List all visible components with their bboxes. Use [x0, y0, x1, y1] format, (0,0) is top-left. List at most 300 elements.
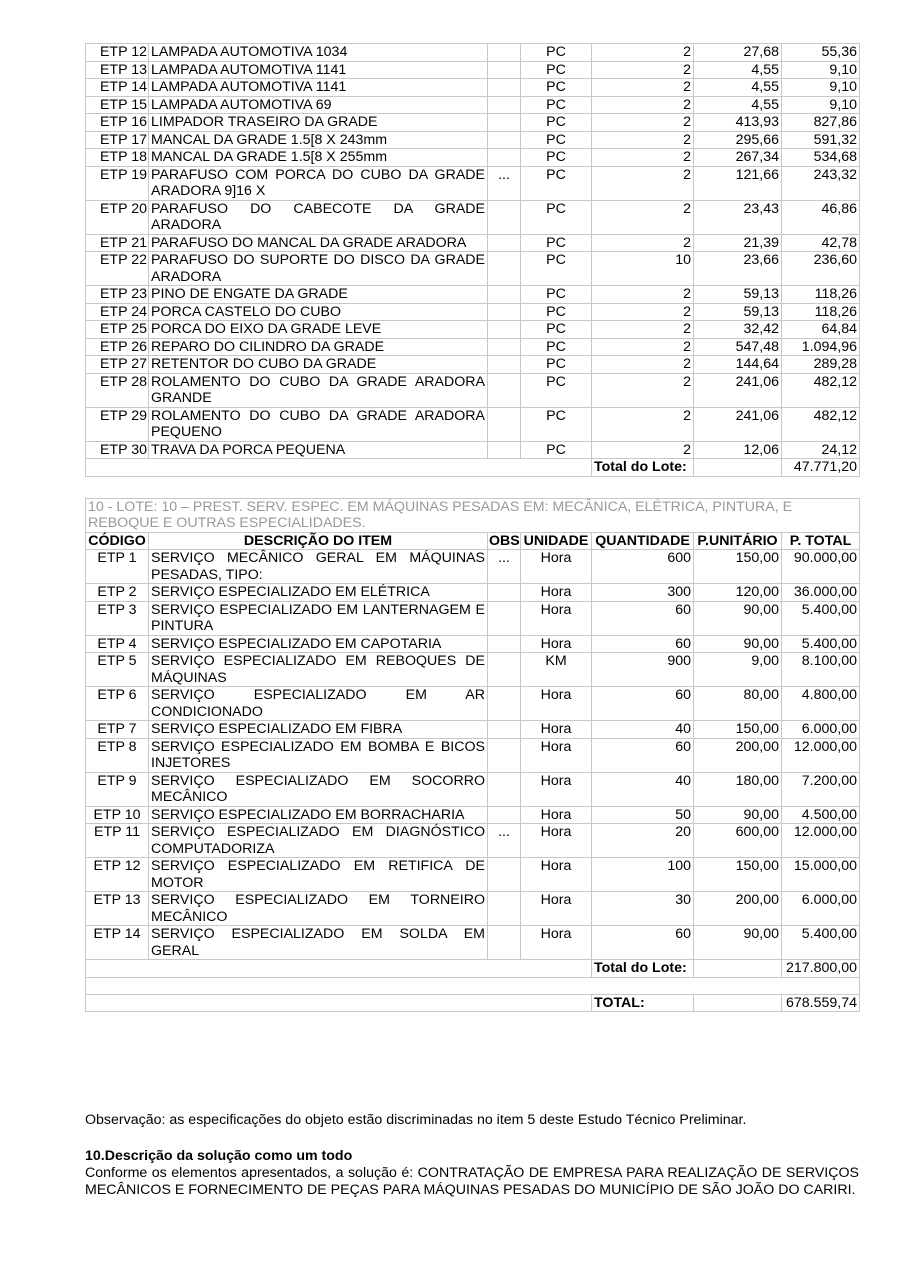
table-row: [86, 772, 860, 806]
item-total: 90.000,00: [782, 550, 860, 584]
item-obs: [488, 601, 521, 635]
table-row: [86, 892, 860, 926]
item-total: 6.000,00: [782, 892, 860, 926]
table-row: [86, 200, 860, 234]
lot10-total-label: Total do Lote:: [592, 960, 694, 978]
table-row: [86, 926, 860, 960]
item-obs: ...: [488, 550, 521, 584]
item-quantity: 60: [592, 687, 694, 721]
item-total: 827,86: [782, 114, 860, 132]
table-row: [86, 824, 860, 858]
table-row: [86, 550, 860, 584]
item-quantity: 300: [592, 584, 694, 602]
item-code: ETP 10: [86, 806, 149, 824]
item-code: ETP 11: [86, 824, 149, 858]
item-unit: Hora: [521, 926, 592, 960]
item-description: SERVIÇO ESPECIALIZADO EM CAPOTARIA: [149, 635, 488, 653]
table-row: [86, 687, 860, 721]
item-total: 4.500,00: [782, 806, 860, 824]
item-unit-price: 90,00: [694, 926, 782, 960]
item-obs: [488, 738, 521, 772]
item-unit: Hora: [521, 738, 592, 772]
item-total: 55,36: [782, 44, 860, 62]
item-obs: [488, 44, 521, 62]
item-obs: [488, 407, 521, 441]
item-total: 15.000,00: [782, 858, 860, 892]
item-obs: [488, 252, 521, 286]
item-code: ETP 24: [86, 303, 149, 321]
item-total: 9,10: [782, 96, 860, 114]
item-unit-price: 200,00: [694, 892, 782, 926]
item-description: MANCAL DA GRADE 1.5[8 X 243mm: [149, 131, 488, 149]
item-obs: [488, 653, 521, 687]
item-description: PARAFUSO DO CABECOTE DA GRADE ARADORA: [149, 200, 488, 234]
item-description: PARAFUSO DO SUPORTE DO DISCO DA GRADE ARADORA: [149, 252, 488, 286]
table-row: [86, 166, 860, 200]
item-total: 534,68: [782, 149, 860, 167]
item-code: ETP 14: [86, 926, 149, 960]
table-row: [86, 721, 860, 739]
lot10-footer: [86, 960, 860, 1012]
observation-note: Observação: as especificações do objeto estão discriminadas no item 5 deste Estudo Técnico Preliminar.: [85, 1112, 747, 1128]
item-unit: PC: [521, 286, 592, 304]
lot10-total-empty: [694, 960, 782, 978]
item-code: ETP 25: [86, 321, 149, 339]
document-page: [85, 43, 859, 1012]
item-obs: [488, 772, 521, 806]
item-unit-price: 150,00: [694, 721, 782, 739]
lot9-footer: [86, 459, 860, 550]
item-quantity: 2: [592, 114, 694, 132]
item-unit: PC: [521, 96, 592, 114]
item-total: 8.100,00: [782, 653, 860, 687]
item-description: MANCAL DA GRADE 1.5[8 X 255mm: [149, 149, 488, 167]
item-code: ETP 27: [86, 356, 149, 374]
item-unit-price: 59,13: [694, 303, 782, 321]
item-unit: Hora: [521, 635, 592, 653]
item-description: SERVIÇO MECÂNICO GERAL EM MÁQUINAS PESADAS, TIPO:: [149, 550, 488, 584]
item-code: ETP 26: [86, 338, 149, 356]
item-obs: [488, 61, 521, 79]
item-obs: [488, 356, 521, 374]
item-unit: Hora: [521, 892, 592, 926]
item-total: 5.400,00: [782, 926, 860, 960]
table-row: [86, 286, 860, 304]
item-unit: PC: [521, 407, 592, 441]
item-unit: PC: [521, 200, 592, 234]
table-row: [86, 373, 860, 407]
item-quantity: 2: [592, 373, 694, 407]
item-obs: [488, 584, 521, 602]
table-row: [86, 635, 860, 653]
table-row: [86, 407, 860, 441]
item-unit: Hora: [521, 772, 592, 806]
item-code: ETP 17: [86, 131, 149, 149]
item-code: ETP 4: [86, 635, 149, 653]
header-qty: QUANTIDADE: [592, 532, 694, 550]
header-unit: UNIDADE: [521, 532, 592, 550]
item-unit-price: 59,13: [694, 286, 782, 304]
item-quantity: 600: [592, 550, 694, 584]
item-unit: Hora: [521, 584, 592, 602]
item-obs: [488, 200, 521, 234]
item-description: SERVIÇO ESPECIALIZADO EM REBOQUES DE MÁQUINAS: [149, 653, 488, 687]
grand-total-label: TOTAL:: [592, 994, 694, 1012]
item-total: 5.400,00: [782, 601, 860, 635]
item-unit-price: 150,00: [694, 550, 782, 584]
item-unit-price: 12,06: [694, 441, 782, 459]
item-description: LAMPADA AUTOMOTIVA 1141: [149, 79, 488, 97]
item-description: SERVIÇO ESPECIALIZADO EM SOCORRO MECÂNICO: [149, 772, 488, 806]
item-unit-price: 32,42: [694, 321, 782, 339]
item-total: 46,86: [782, 200, 860, 234]
item-unit-price: 121,66: [694, 166, 782, 200]
item-obs: [488, 96, 521, 114]
lot9-rows: [86, 44, 860, 459]
item-obs: [488, 234, 521, 252]
item-unit: Hora: [521, 550, 592, 584]
item-unit: Hora: [521, 806, 592, 824]
item-total: 118,26: [782, 286, 860, 304]
item-code: ETP 29: [86, 407, 149, 441]
lot10-total-value: 217.800,00: [782, 960, 860, 978]
item-code: ETP 19: [86, 166, 149, 200]
item-quantity: 60: [592, 635, 694, 653]
item-code: ETP 2: [86, 584, 149, 602]
blank-row: [86, 977, 860, 994]
lot9-total-spacer: [86, 459, 592, 477]
item-unit: PC: [521, 131, 592, 149]
table-row: [86, 234, 860, 252]
item-unit-price: 295,66: [694, 131, 782, 149]
items-table: [85, 43, 860, 1012]
item-unit-price: 4,55: [694, 61, 782, 79]
item-description: SERVIÇO ESPECIALIZADO EM RETIFICA DE MOTOR: [149, 858, 488, 892]
item-code: ETP 1: [86, 550, 149, 584]
item-total: 591,32: [782, 131, 860, 149]
item-unit-price: 90,00: [694, 635, 782, 653]
item-quantity: 2: [592, 338, 694, 356]
item-unit-price: 90,00: [694, 806, 782, 824]
item-quantity: 10: [592, 252, 694, 286]
item-quantity: 30: [592, 892, 694, 926]
item-code: ETP 12: [86, 44, 149, 62]
item-code: ETP 13: [86, 61, 149, 79]
grand-total-row: [86, 994, 860, 1012]
grand-total-empty: [694, 994, 782, 1012]
item-obs: [488, 286, 521, 304]
item-quantity: 2: [592, 286, 694, 304]
item-quantity: 2: [592, 407, 694, 441]
item-quantity: 60: [592, 738, 694, 772]
section-body: Conforme os elementos apresentados, a solução é: CONTRATAÇÃO DE EMPRESA PARA REALIZAÇÃO DE SERVIÇOS MECÂNICOS E FORNECIMENTO DE PEÇAS PARA MÁQUINAS PESADAS DO MUNICÍPIO DE SÃO JOÃO DO CARIRI.: [85, 1165, 859, 1198]
item-description: PORCA DO EIXO DA GRADE LEVE: [149, 321, 488, 339]
item-quantity: 40: [592, 721, 694, 739]
item-obs: [488, 926, 521, 960]
item-total: 236,60: [782, 252, 860, 286]
item-quantity: 2: [592, 200, 694, 234]
item-code: ETP 28: [86, 373, 149, 407]
item-quantity: 2: [592, 79, 694, 97]
item-unit: PC: [521, 234, 592, 252]
grand-total-spacer: [86, 994, 592, 1012]
item-description: LIMPADOR TRASEIRO DA GRADE: [149, 114, 488, 132]
item-unit: PC: [521, 149, 592, 167]
item-unit: Hora: [521, 858, 592, 892]
item-code: ETP 5: [86, 653, 149, 687]
item-unit-price: 4,55: [694, 96, 782, 114]
item-unit-price: 21,39: [694, 234, 782, 252]
item-unit: PC: [521, 114, 592, 132]
item-code: ETP 13: [86, 892, 149, 926]
item-total: 482,12: [782, 407, 860, 441]
item-unit-price: 547,48: [694, 338, 782, 356]
table-row: [86, 356, 860, 374]
item-description: ROLAMENTO DO CUBO DA GRADE ARADORA PEQUENO: [149, 407, 488, 441]
item-unit: PC: [521, 61, 592, 79]
item-unit: PC: [521, 252, 592, 286]
item-unit-price: 144,64: [694, 356, 782, 374]
item-unit-price: 200,00: [694, 738, 782, 772]
table-row: [86, 321, 860, 339]
lot10-title: 10 - LOTE: 10 – PREST. SERV. ESPEC. EM MÁQUINAS PESADAS EM: MECÂNICA, ELÉTRICA, PINTURA, E REBOQUE E OUTRAS ESPECIALIDADES.: [86, 498, 860, 532]
item-description: SERVIÇO ESPECIALIZADO EM FIBRA: [149, 721, 488, 739]
item-unit-price: 241,06: [694, 373, 782, 407]
item-code: ETP 22: [86, 252, 149, 286]
item-description: PARAFUSO DO MANCAL DA GRADE ARADORA: [149, 234, 488, 252]
item-obs: [488, 79, 521, 97]
item-code: ETP 23: [86, 286, 149, 304]
item-quantity: 50: [592, 806, 694, 824]
lot10-total-spacer: [86, 960, 592, 978]
lot10-header-row: [86, 532, 860, 550]
item-quantity: 2: [592, 61, 694, 79]
item-description: PORCA CASTELO DO CUBO: [149, 303, 488, 321]
item-total: 289,28: [782, 356, 860, 374]
item-description: SERVIÇO ESPECIALIZADO EM TORNEIRO MECÂNICO: [149, 892, 488, 926]
item-quantity: 60: [592, 601, 694, 635]
item-total: 64,84: [782, 321, 860, 339]
item-quantity: 2: [592, 441, 694, 459]
item-obs: [488, 321, 521, 339]
item-code: ETP 16: [86, 114, 149, 132]
item-unit-price: 600,00: [694, 824, 782, 858]
item-total: 9,10: [782, 61, 860, 79]
lot9-total-row: [86, 459, 860, 477]
item-total: 4.800,00: [782, 687, 860, 721]
item-description: LAMPADA AUTOMOTIVA 1141: [149, 61, 488, 79]
table-row: [86, 303, 860, 321]
item-unit: Hora: [521, 687, 592, 721]
item-total: 482,12: [782, 373, 860, 407]
item-total: 12.000,00: [782, 738, 860, 772]
item-quantity: 2: [592, 234, 694, 252]
item-unit: Hora: [521, 721, 592, 739]
item-obs: ...: [488, 824, 521, 858]
table-row: [86, 806, 860, 824]
table-row: [86, 601, 860, 635]
item-unit: PC: [521, 356, 592, 374]
item-description: ROLAMENTO DO CUBO DA GRADE ARADORA GRANDE: [149, 373, 488, 407]
table-row: [86, 149, 860, 167]
item-code: ETP 15: [86, 96, 149, 114]
item-obs: [488, 114, 521, 132]
item-unit: KM: [521, 653, 592, 687]
item-unit: PC: [521, 166, 592, 200]
item-obs: [488, 892, 521, 926]
item-description: SERVIÇO ESPECIALIZADO EM SOLDA EM GERAL: [149, 926, 488, 960]
header-obs: OBS: [489, 532, 520, 549]
item-obs: [488, 687, 521, 721]
item-code: ETP 7: [86, 721, 149, 739]
item-quantity: 2: [592, 356, 694, 374]
table-gap: [86, 476, 860, 498]
item-description: LAMPADA AUTOMOTIVA 1034: [149, 44, 488, 62]
item-description: SERVIÇO ESPECIALIZADO EM AR CONDICIONADO: [149, 687, 488, 721]
item-obs: [488, 806, 521, 824]
item-description: SERVIÇO ESPECIALIZADO EM DIAGNÓSTICO COMPUTADORIZA: [149, 824, 488, 858]
item-unit-price: 413,93: [694, 114, 782, 132]
item-total: 42,78: [782, 234, 860, 252]
item-total: 12.000,00: [782, 824, 860, 858]
table-row: [86, 114, 860, 132]
item-unit: PC: [521, 44, 592, 62]
item-description: REPARO DO CILINDRO DA GRADE: [149, 338, 488, 356]
item-obs: [488, 131, 521, 149]
item-total: 24,12: [782, 441, 860, 459]
item-quantity: 900: [592, 653, 694, 687]
item-total: 7.200,00: [782, 772, 860, 806]
item-unit-price: 23,43: [694, 200, 782, 234]
item-quantity: 40: [592, 772, 694, 806]
item-unit-price: 150,00: [694, 858, 782, 892]
item-unit-price: 23,66: [694, 252, 782, 286]
item-code: ETP 9: [86, 772, 149, 806]
grand-total-value: 678.559,74: [782, 994, 860, 1012]
table-row: [86, 584, 860, 602]
lot9-total-value: 47.771,20: [782, 459, 860, 477]
item-code: ETP 8: [86, 738, 149, 772]
item-total: 5.400,00: [782, 635, 860, 653]
item-obs: ...: [488, 166, 521, 200]
item-code: ETP 14: [86, 79, 149, 97]
header-total: P. TOTAL: [782, 532, 860, 550]
item-obs: [488, 858, 521, 892]
item-unit-price: 90,00: [694, 601, 782, 635]
item-unit: PC: [521, 441, 592, 459]
item-code: ETP 21: [86, 234, 149, 252]
item-obs: [488, 441, 521, 459]
item-unit-price: 180,00: [694, 772, 782, 806]
table-row: [86, 44, 860, 62]
item-quantity: 2: [592, 96, 694, 114]
item-obs: [488, 373, 521, 407]
item-unit: PC: [521, 373, 592, 407]
item-obs: [488, 303, 521, 321]
table-row: [86, 79, 860, 97]
item-quantity: 2: [592, 131, 694, 149]
item-total: 243,32: [782, 166, 860, 200]
table-row: [86, 252, 860, 286]
header-code: CÓDIGO: [86, 532, 149, 550]
table-row: [86, 653, 860, 687]
item-description: PINO DE ENGATE DA GRADE: [149, 286, 488, 304]
item-description: PARAFUSO COM PORCA DO CUBO DA GRADE ARADORA 9]16 X: [149, 166, 488, 200]
table-row: [86, 738, 860, 772]
item-quantity: 2: [592, 303, 694, 321]
item-unit-price: 4,55: [694, 79, 782, 97]
item-description: TRAVA DA PORCA PEQUENA: [149, 441, 488, 459]
lot10-rows: [86, 550, 860, 960]
item-quantity: 100: [592, 858, 694, 892]
item-unit-price: 27,68: [694, 44, 782, 62]
item-unit: PC: [521, 79, 592, 97]
lot9-total-empty: [694, 459, 782, 477]
item-unit: PC: [521, 303, 592, 321]
item-obs: [488, 635, 521, 653]
item-unit: Hora: [521, 601, 592, 635]
item-code: ETP 18: [86, 149, 149, 167]
item-code: ETP 20: [86, 200, 149, 234]
item-description: SERVIÇO ESPECIALIZADO EM ELÉTRICA: [149, 584, 488, 602]
table-row: [86, 441, 860, 459]
item-obs: [488, 338, 521, 356]
lot10-title-row: [86, 498, 860, 532]
item-unit-price: 80,00: [694, 687, 782, 721]
item-unit-price: 120,00: [694, 584, 782, 602]
table-row: [86, 61, 860, 79]
item-obs: [488, 721, 521, 739]
lot10-total-row: [86, 960, 860, 978]
item-description: SERVIÇO ESPECIALIZADO EM BORRACHARIA: [149, 806, 488, 824]
item-description: RETENTOR DO CUBO DA GRADE: [149, 356, 488, 374]
item-unit: Hora: [521, 824, 592, 858]
header-unit-price: P.UNITÁRIO: [694, 532, 782, 550]
item-quantity: 2: [592, 44, 694, 62]
item-total: 118,26: [782, 303, 860, 321]
item-obs: [488, 149, 521, 167]
header-desc: DESCRIÇÃO DO ITEM: [149, 532, 488, 550]
item-quantity: 2: [592, 321, 694, 339]
item-description: LAMPADA AUTOMOTIVA 69: [149, 96, 488, 114]
item-code: ETP 3: [86, 601, 149, 635]
item-total: 9,10: [782, 79, 860, 97]
item-unit: PC: [521, 338, 592, 356]
item-total: 6.000,00: [782, 721, 860, 739]
table-row: [86, 131, 860, 149]
item-description: SERVIÇO ESPECIALIZADO EM BOMBA E BICOS INJETORES: [149, 738, 488, 772]
item-total: 1.094,96: [782, 338, 860, 356]
item-quantity: 2: [592, 166, 694, 200]
item-total: 36.000,00: [782, 584, 860, 602]
table-row: [86, 96, 860, 114]
item-code: ETP 12: [86, 858, 149, 892]
item-quantity: 60: [592, 926, 694, 960]
item-unit-price: 241,06: [694, 407, 782, 441]
item-quantity: 2: [592, 149, 694, 167]
item-code: ETP 30: [86, 441, 149, 459]
section-title: 10.Descrição da solução como um todo: [85, 1148, 353, 1164]
item-unit-price: 267,34: [694, 149, 782, 167]
table-row: [86, 858, 860, 892]
table-row: [86, 338, 860, 356]
item-quantity: 20: [592, 824, 694, 858]
item-code: ETP 6: [86, 687, 149, 721]
item-description: SERVIÇO ESPECIALIZADO EM LANTERNAGEM E PINTURA: [149, 601, 488, 635]
item-unit-price: 9,00: [694, 653, 782, 687]
lot9-total-label: Total do Lote:: [592, 459, 694, 477]
item-unit: PC: [521, 321, 592, 339]
